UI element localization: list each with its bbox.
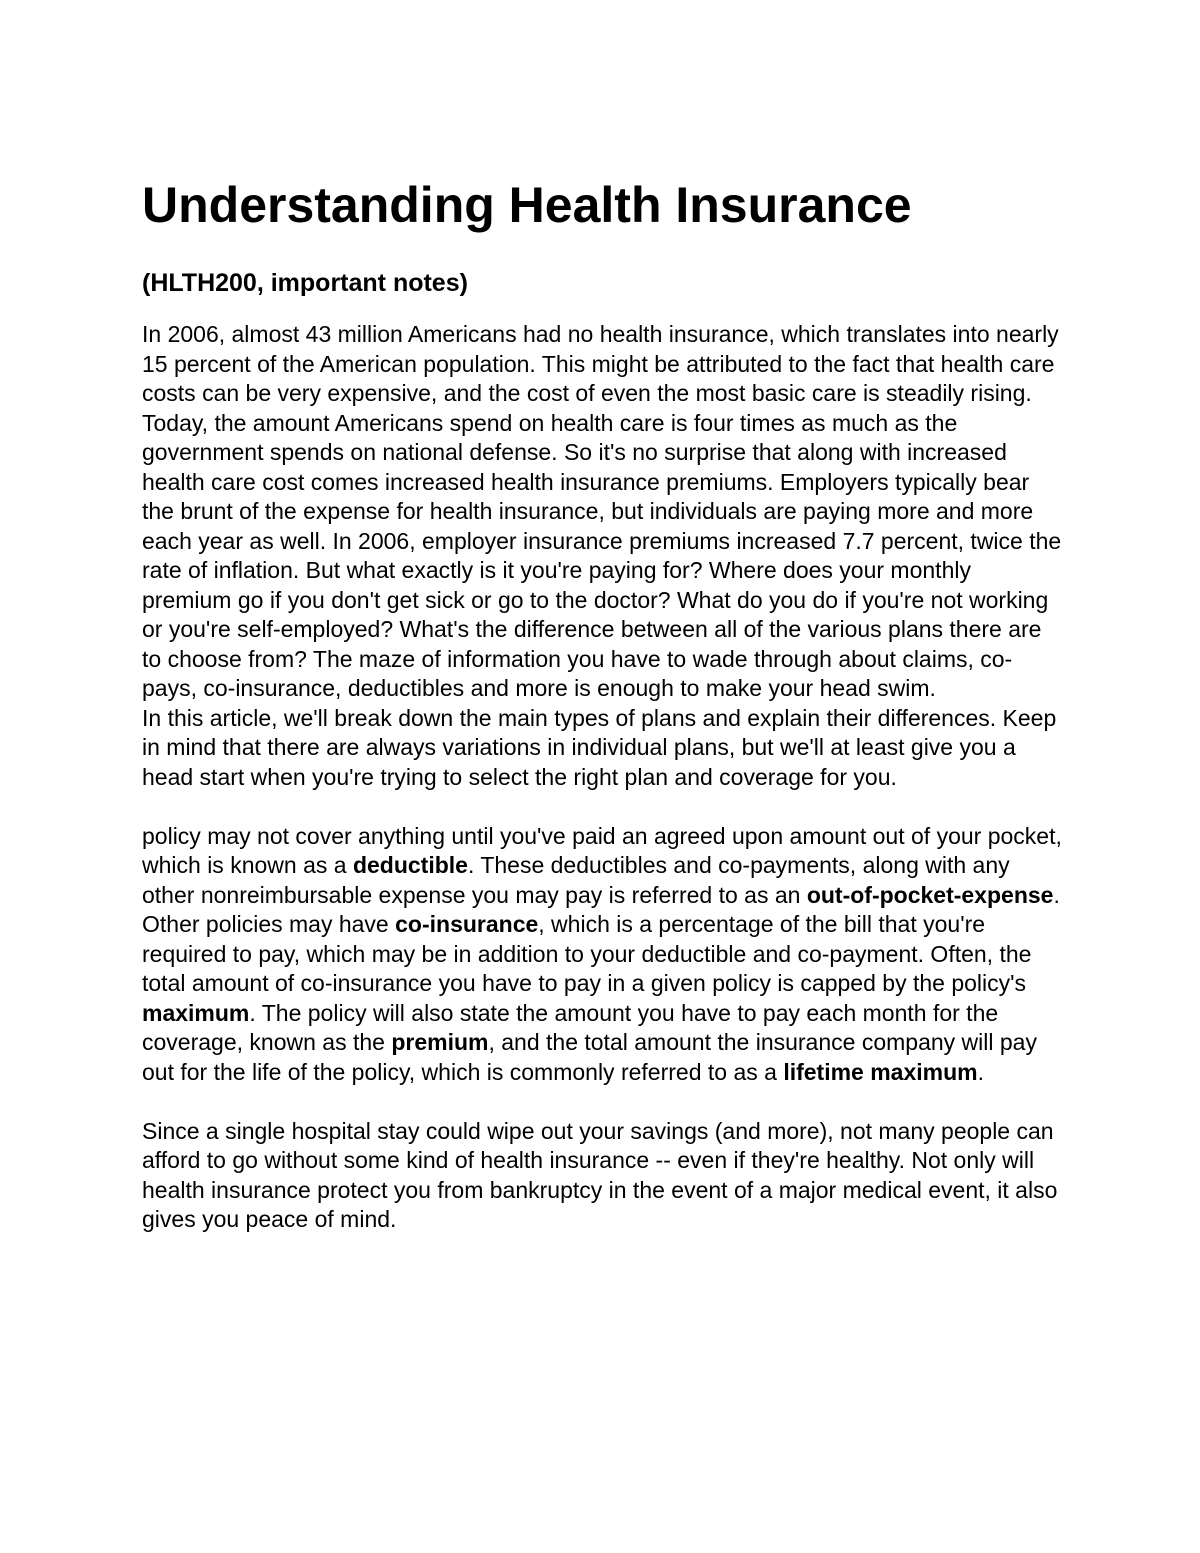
term-co-insurance: co-insurance [395,911,539,937]
text-run: . The policy will also state the amount you have to pay each month for the coverage, known as the [142,999,999,1055]
term-deductible: deductible [352,852,468,878]
paragraph-spacer [142,792,1062,822]
document-subtitle: (HLTH200, important notes) [142,269,468,297]
text-run: . These deductibles and co-payments, along with any other nonreimbursable expense you may pay is referred to as an [142,852,1010,908]
term-out-of-pocket-expense: out-of-pocket-expense [806,881,1054,908]
document-title: Understanding Health Insurance [142,177,912,233]
text-run: . [977,1058,984,1085]
paragraph-intro: In 2006, almost 43 million Americans had no health insurance, which translates into nearly 15 percent of the American population. This might be attributed to the fact that health care costs can be very expensive, and the cost of even the most basic care is steadily rising. Today, the amount Americans spend on health care is four times as much as the government spends on national defense. So it's no surprise that along with increased health care cost comes increased health insurance premiums. Employers typically bear the brunt of the expense for health insurance, but individuals are paying more and more each year as well. In 2006, employer insurance premiums increased 7.7 percent, twice the rate of inflation. But what exactly is it you're paying for? Where does your monthly premium go if you don't get sick or go to the doctor? What do you do if you're not working or you're self-employed? What's the difference between all of the various plans there are to choose from? The maze of information you have to wade through about claims, co-pays, co-insurance, deductibles and more is enough to make your head swim. [142,321,1062,701]
paragraph-conclusion: Since a single hospital stay could wipe out your savings (and more), not many people can afford to go without some kind of health insurance -- even if they're healthy. Not only will health insurance protect you from bankruptcy in the event of a major medical event, it also gives you peace of mind. [142,1117,1058,1232]
document-page [142,170,1062,1235]
text-run: , and the total amount the insurance company will pay out for the life of the policy, which is commonly referred to as a [142,1029,1037,1085]
paragraph-article-scope: In this article, we'll break down the main types of plans and explain their differences. Keep in mind that there are always variations in individual plans, but we'll at least give you a head start when you're trying to select the right plan and coverage for you. [142,704,1057,790]
term-maximum: maximum [142,999,250,1026]
term-premium: premium [391,1029,489,1055]
text-run: . Other policies may have [142,881,1060,937]
paragraph-spacer [142,1087,1062,1117]
paragraph-policy-terms [142,822,1062,1088]
text-run: policy may not cover anything until you've paid an agreed upon amount out of your pocket, which is known as a [142,822,1062,878]
term-lifetime-maximum: lifetime maximum [783,1058,978,1085]
text-run: , which is a percentage of the bill that you're required to pay, which may be in addition to your deductible and co-payment. Often, the total amount of co-insurance you have to pay in a given policy is capped by the policy's [142,911,1032,996]
